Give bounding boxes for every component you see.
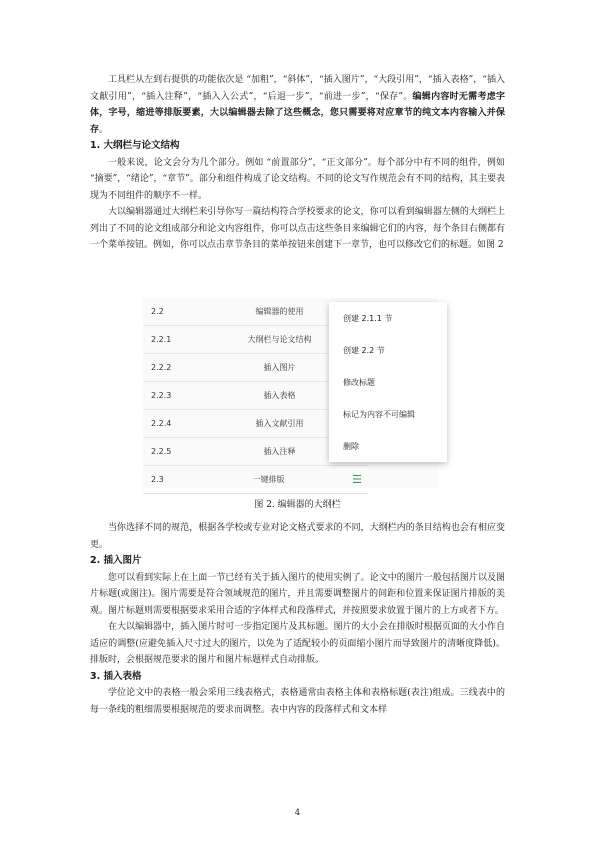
section2-heading: 2. 插入图片 xyxy=(90,555,142,566)
intro-end: 。 xyxy=(99,124,109,135)
after-figure-paragraph: 当你选择不同的规范，根据各学校或专业对论文格式要求的不同，大纲栏内的条目结构也会有相应变更。 xyxy=(90,523,505,550)
section1-paragraph-1: 一般来说，论文会分为几个部分。例如 “前置部分”，“正文部分”。每个部分中有不同的组件，例如 “摘要”，“绪论”，“章节”。部分和组件构成了论文结构。不同的论文写作规范会有不同的结构，其主要表现为不同组件的顺序不一样。 xyxy=(90,157,505,201)
outline-row[interactable]: 2.2.2 插入图片 xyxy=(143,354,368,382)
menu-item-rename[interactable]: 修改标题 xyxy=(343,377,375,387)
body-text-bottom xyxy=(90,520,505,718)
outline-row[interactable]: 2.2.5 插入注释 xyxy=(143,438,368,466)
page-number: 4 xyxy=(294,808,301,818)
intro-bold-text: 编辑内容时无需考虑字体，字号，缩进等排版要素，大以编辑器去除了这些概念，您只需要将对应章节的纯文本内容输入并保存 xyxy=(90,91,505,135)
body-text-top xyxy=(90,72,505,254)
outline-row[interactable]: 2.3 一键排版 ☰ xyxy=(143,466,368,494)
section3-heading: 3. 插入表格 xyxy=(90,670,142,682)
section1-paragraph-2: 大以编辑器通过大纲栏来引导你写一篇结构符合学校要求的论文，你可以看到编辑器左侧的大纲栏上列出了不同的论文组成部分和论文内容组件，你可以点击这些条目来编辑它们的内容，每个条目右侧都有一个菜单按钮。例如，你可以点击章节条目的菜单按钮来创建下一章节，也可以修改它们的标题。如图 2 xyxy=(90,207,505,250)
outline-row[interactable]: 2.2.4 插入文献引用 xyxy=(143,410,368,438)
figure-caption: 图 2. 编辑器的大纲栏 xyxy=(254,500,341,510)
menu-item-create-section[interactable]: 创建 2.2 节 xyxy=(343,345,385,355)
intro-paragraph xyxy=(90,72,505,138)
outline-row[interactable]: 2.2 编辑器的使用 xyxy=(143,298,368,326)
context-menu xyxy=(329,302,447,462)
menu-item-create-subsection[interactable]: 创建 2.1.1 节 xyxy=(343,313,393,323)
intro-text: 工具栏从左到右提供的功能依次是 “加粗”，“斜体”，“插入图片”，“大段引用”，“插入表格”，“插入文献引用”，“插入注释”，“插入入公式”，“后退一步”，“前进一步”，“保存”。 xyxy=(90,75,505,102)
outline-figure xyxy=(143,298,438,488)
outline-row[interactable]: 2.2.3 插入表格 xyxy=(143,382,368,410)
section2-paragraph-2: 在大以编辑器中，插入图片时可一步指定图片及其标题。图片的大小会在排版时根据页面的大小作自适应的调整(应避免插入尺寸过大的图片，以免为了适配较小的页面缩小图片而导致图片的清晰度降低)。排版时，会根据规范要求的图片和图片标题样式自动排版。 xyxy=(90,622,505,665)
menu-item-delete[interactable]: 删除 xyxy=(343,441,359,451)
section3-paragraph-1: 学位论文中的表格一般会采用三线表格式，表格通常由表格主体和表格标题(表注)组成。三线表中的每一条线的粗细需要根据规范的要求而调整。表中内容的段落样式和文本样 xyxy=(90,688,505,715)
outline-row[interactable]: 2.2.1 大纲栏与论文结构 xyxy=(143,326,368,354)
list-menu-icon[interactable]: ☰ xyxy=(352,473,362,486)
section2-paragraph-1: 您可以看到实际上在上面一节已经有关于插入图片的使用实例了。论文中的图片一般包括图片以及图片标题(或图注)。图片需要是符合领域规范的图片，并且需要调整图片的间距和位置来保证图片排版的美观。图片标题则需要根据要求采用合适的字体样式和段落样式，并按照要求放置于图片的上方或者下方。 xyxy=(90,572,505,616)
section1-heading: 1. 大纲栏与论文结构 xyxy=(90,140,180,151)
menu-item-lock[interactable]: 标记为内容不可编辑 xyxy=(343,409,415,419)
